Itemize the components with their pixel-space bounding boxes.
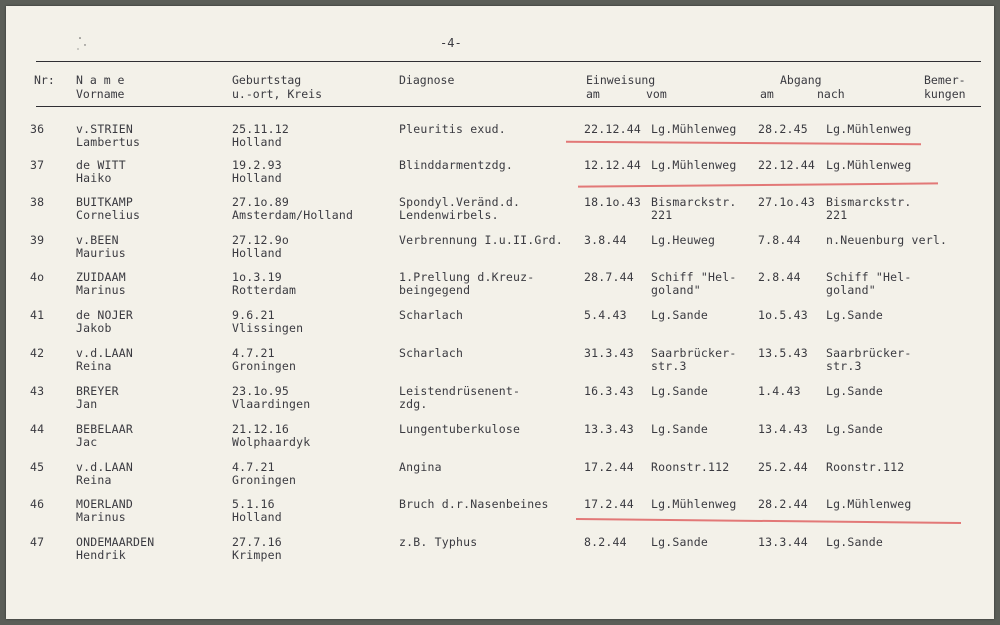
cell-surname: v.BEEN <box>76 233 119 247</box>
cell-diagnosis: Leistendrüsenent- <box>399 384 521 398</box>
cell-birth-date: 21.12.16 <box>232 422 289 436</box>
header-nr: Nr: <box>34 73 55 87</box>
table-row <box>6 536 994 574</box>
cell-admission-date: 8.2.44 <box>584 535 627 549</box>
table-row <box>6 159 994 197</box>
cell-admitted-from-cont: str.3 <box>651 359 687 373</box>
cell-discharged-to: Roonstr.112 <box>826 460 905 474</box>
cell-discharged-to: Lg.Sande <box>826 422 883 436</box>
cell-row-number: 38 <box>30 195 45 209</box>
cell-discharged-to: Bismarckstr. <box>826 195 912 209</box>
cell-row-number: 36 <box>30 122 45 136</box>
cell-diagnosis: Pleuritis exud. <box>399 122 506 136</box>
cell-admission-date: 31.3.43 <box>584 346 634 360</box>
header-bemerkungen-2: kungen <box>924 87 966 101</box>
cell-firstname: Marinus <box>76 510 126 524</box>
cell-discharge-date: 2.8.44 <box>758 270 801 284</box>
header-ort-kreis: u.-ort, Kreis <box>232 87 323 101</box>
cell-birth-place: Wolphaardyk <box>232 435 311 449</box>
cell-surname: ZUIDAAM <box>76 270 126 284</box>
table-row <box>6 461 994 499</box>
cell-firstname: Jakob <box>76 321 112 335</box>
cell-discharge-date: 1o.5.43 <box>758 308 808 322</box>
header-einweisung-am: am <box>586 87 600 101</box>
cell-row-number: 4o <box>30 270 45 284</box>
cell-admitted-from: Lg.Heuweg <box>651 233 716 247</box>
cell-diagnosis: 1.Prellung d.Kreuz- <box>399 270 535 284</box>
cell-firstname: Maurius <box>76 246 126 260</box>
cell-row-number: 44 <box>30 422 45 436</box>
table-row <box>6 423 994 461</box>
cell-admitted-from: Lg.Mühlenweg <box>651 122 737 136</box>
cell-admitted-from: Lg.Sande <box>651 422 708 436</box>
cell-diagnosis: Bruch d.r.Nasenbeines <box>399 497 549 511</box>
cell-discharged-to: Lg.Mühlenweg <box>826 122 912 136</box>
cell-admission-date: 18.1o.43 <box>584 195 641 209</box>
header-bemerkungen-1: Bemer- <box>924 73 966 87</box>
cell-firstname: Marinus <box>76 283 126 297</box>
cell-birth-date: 27.1o.89 <box>232 195 289 209</box>
cell-diagnosis: Angina <box>399 460 442 474</box>
cell-admission-date: 5.4.43 <box>584 308 627 322</box>
cell-discharge-date: 13.4.43 <box>758 422 808 436</box>
cell-birth-place: Vlissingen <box>232 321 304 335</box>
cell-discharged-to: Lg.Sande <box>826 308 883 322</box>
cell-birth-place: Groningen <box>232 359 297 373</box>
cell-diagnosis: Verbrennung I.u.II.Grd. <box>399 233 563 247</box>
cell-admitted-from: Lg.Sande <box>651 308 708 322</box>
cell-birth-date: 4.7.21 <box>232 460 275 474</box>
cell-surname: BREYER <box>76 384 119 398</box>
cell-birth-date: 23.1o.95 <box>232 384 289 398</box>
cell-birth-date: 9.6.21 <box>232 308 275 322</box>
cell-discharge-date: 13.5.43 <box>758 346 808 360</box>
cell-row-number: 42 <box>30 346 45 360</box>
header-abgang-nach: nach <box>817 87 845 101</box>
cell-admitted-from-cont: goland" <box>651 283 701 297</box>
table-row <box>6 196 994 234</box>
cell-discharge-date: 1.4.43 <box>758 384 801 398</box>
cell-admitted-from: Lg.Sande <box>651 535 708 549</box>
cell-birth-date: 27.12.9o <box>232 233 289 247</box>
cell-diagnosis-cont: Lendenwirbels. <box>399 208 499 222</box>
cell-row-number: 43 <box>30 384 45 398</box>
cell-birth-place: Amsterdam/Holland <box>232 208 354 222</box>
cell-firstname: Jac <box>76 435 98 449</box>
cell-admitted-from-cont: 221 <box>651 208 673 222</box>
header-name: N a m e <box>76 73 125 87</box>
cell-admission-date: 12.12.44 <box>584 158 641 172</box>
speck-marks <box>76 34 96 54</box>
cell-discharged-to-cont: goland" <box>826 283 876 297</box>
cell-birth-place: Holland <box>232 246 282 260</box>
table-row <box>6 234 994 272</box>
page-number: -4- <box>440 36 462 50</box>
cell-discharge-date: 27.1o.43 <box>758 195 815 209</box>
cell-birth-date: 4.7.21 <box>232 346 275 360</box>
cell-firstname: Reina <box>76 359 112 373</box>
cell-surname: BUITKAMP <box>76 195 133 209</box>
cell-admission-date: 17.2.44 <box>584 460 634 474</box>
cell-discharge-date: 28.2.45 <box>758 122 808 136</box>
cell-discharged-to: Schiff "Hel- <box>826 270 912 284</box>
cell-surname: v.d.LAAN <box>76 346 133 360</box>
cell-discharged-to: Lg.Mühlenweg <box>826 497 912 511</box>
cell-birth-place: Groningen <box>232 473 297 487</box>
cell-surname: MOERLAND <box>76 497 133 511</box>
header-abgang: Abgang <box>780 73 822 87</box>
cell-surname: de NOJER <box>76 308 133 322</box>
table-row <box>6 385 994 423</box>
cell-diagnosis: Scharlach <box>399 308 464 322</box>
document-page <box>6 6 994 619</box>
cell-discharged-to: Lg.Sande <box>826 384 883 398</box>
header-einweisung: Einweisung <box>586 73 656 87</box>
cell-admitted-from: Lg.Mühlenweg <box>651 497 737 511</box>
cell-discharged-to: Lg.Sande <box>826 535 883 549</box>
cell-discharge-date: 22.12.44 <box>758 158 815 172</box>
header-abgang-am: am <box>760 87 774 101</box>
cell-diagnosis: z.B. Typhus <box>399 535 478 549</box>
cell-birth-date: 5.1.16 <box>232 497 275 511</box>
cell-admitted-from: Lg.Sande <box>651 384 708 398</box>
table-row <box>6 309 994 347</box>
cell-admission-date: 22.12.44 <box>584 122 641 136</box>
cell-birth-place: Holland <box>232 171 282 185</box>
cell-diagnosis: Spondyl.Veränd.d. <box>399 195 521 209</box>
cell-discharge-date: 13.3.44 <box>758 535 808 549</box>
cell-firstname: Lambertus <box>76 135 141 149</box>
cell-firstname: Cornelius <box>76 208 141 222</box>
header-geburtstag: Geburtstag <box>232 73 302 87</box>
cell-birth-place: Krimpen <box>232 548 282 562</box>
cell-surname: v.STRIEN <box>76 122 133 136</box>
cell-admitted-from: Roonstr.112 <box>651 460 730 474</box>
cell-surname: ONDEMAARDEN <box>76 535 155 549</box>
cell-diagnosis: Lungentuberkulose <box>399 422 521 436</box>
cell-row-number: 45 <box>30 460 45 474</box>
cell-birth-date: 25.11.12 <box>232 122 289 136</box>
cell-discharge-date: 28.2.44 <box>758 497 808 511</box>
cell-birth-date: 19.2.93 <box>232 158 282 172</box>
cell-admission-date: 16.3.43 <box>584 384 634 398</box>
cell-row-number: 39 <box>30 233 45 247</box>
cell-row-number: 47 <box>30 535 45 549</box>
cell-admitted-from: Lg.Mühlenweg <box>651 158 737 172</box>
cell-admitted-from: Bismarckstr. <box>651 195 737 209</box>
cell-admission-date: 3.8.44 <box>584 233 627 247</box>
header-vorname: Vorname <box>76 87 125 101</box>
cell-birth-date: 1o.3.19 <box>232 270 282 284</box>
cell-diagnosis-cont: zdg. <box>399 397 428 411</box>
cell-admission-date: 13.3.43 <box>584 422 634 436</box>
cell-birth-date: 27.7.16 <box>232 535 282 549</box>
cell-surname: de WITT <box>76 158 126 172</box>
cell-firstname: Jan <box>76 397 98 411</box>
cell-admission-date: 17.2.44 <box>584 497 634 511</box>
cell-diagnosis-cont: beingegend <box>399 283 471 297</box>
cell-row-number: 41 <box>30 308 45 322</box>
cell-firstname: Hendrik <box>76 548 126 562</box>
cell-discharge-date: 7.8.44 <box>758 233 801 247</box>
header-top-rule <box>36 61 981 62</box>
cell-discharge-date: 25.2.44 <box>758 460 808 474</box>
header-bottom-rule <box>36 106 981 107</box>
table-row <box>6 498 994 536</box>
cell-discharged-to-cont: 221 <box>826 208 848 222</box>
table-row <box>6 271 994 309</box>
cell-admitted-from: Saarbrücker- <box>651 346 737 360</box>
ink-specks <box>76 34 96 54</box>
cell-firstname: Haiko <box>76 171 112 185</box>
header-einweisung-vom: vom <box>646 87 667 101</box>
cell-discharged-to: Saarbrücker- <box>826 346 912 360</box>
header-diagnose: Diagnose <box>399 73 455 87</box>
cell-diagnosis: Scharlach <box>399 346 464 360</box>
cell-birth-place: Holland <box>232 510 282 524</box>
cell-row-number: 46 <box>30 497 45 511</box>
cell-birth-place: Rotterdam <box>232 283 297 297</box>
cell-row-number: 37 <box>30 158 45 172</box>
cell-discharged-to-cont: str.3 <box>826 359 862 373</box>
cell-admission-date: 28.7.44 <box>584 270 634 284</box>
cell-admitted-from: Schiff "Hel- <box>651 270 737 284</box>
cell-discharged-to: n.Neuenburg verl. <box>826 233 948 247</box>
cell-discharged-to: Lg.Mühlenweg <box>826 158 912 172</box>
cell-birth-place: Vlaardingen <box>232 397 311 411</box>
cell-surname: BEBELAAR <box>76 422 133 436</box>
cell-firstname: Reina <box>76 473 112 487</box>
cell-birth-place: Holland <box>232 135 282 149</box>
cell-diagnosis: Blinddarmentzdg. <box>399 158 513 172</box>
cell-surname: v.d.LAAN <box>76 460 133 474</box>
table-row <box>6 347 994 385</box>
